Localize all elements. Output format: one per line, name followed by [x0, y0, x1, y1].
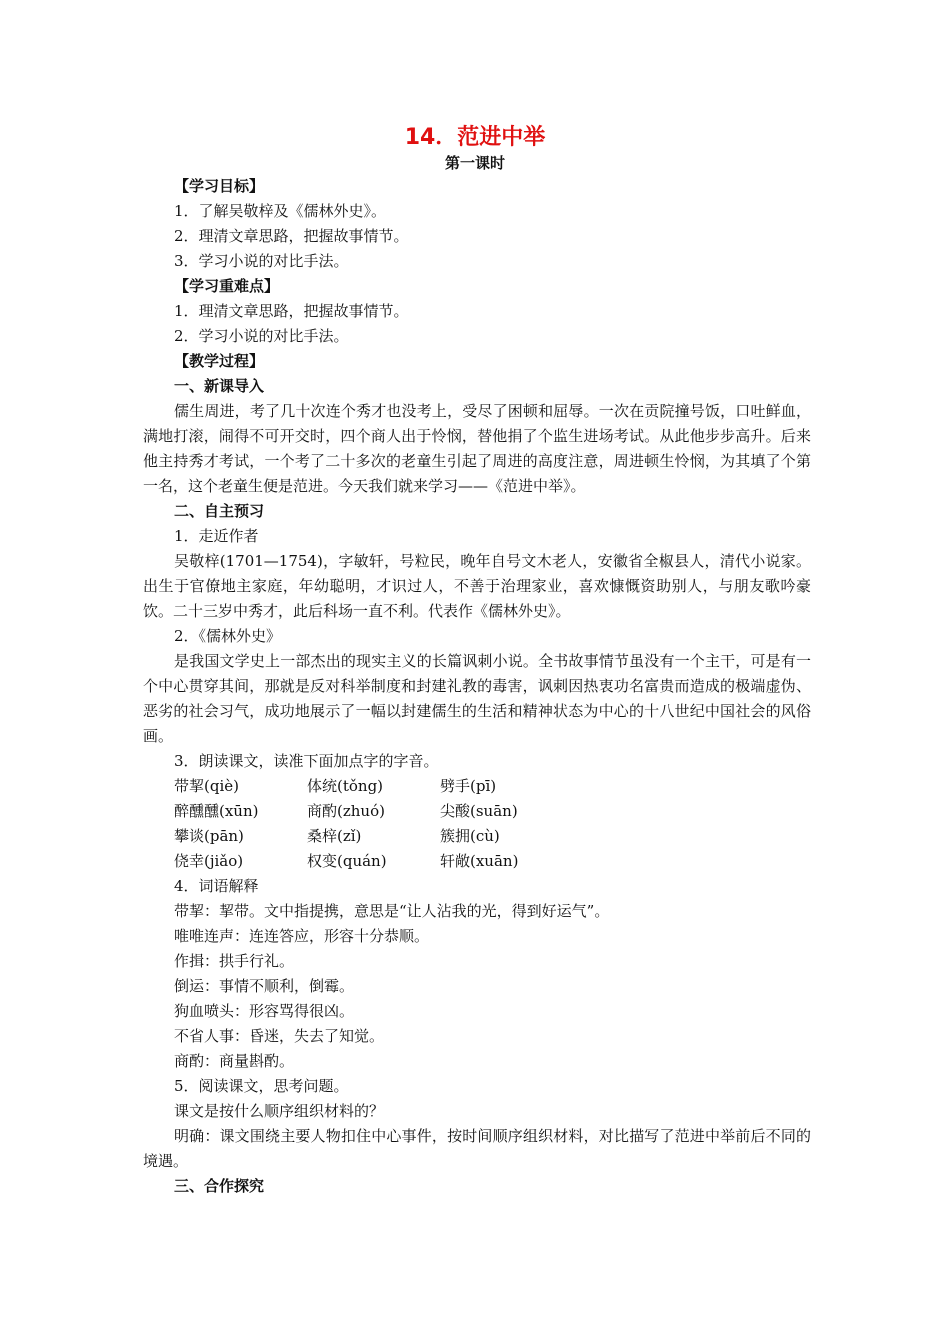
- part-heading-intro: 一、新课导入: [174, 377, 265, 395]
- key-item: 2．学习小说的对比手法。: [174, 327, 349, 345]
- pinyin-row: [143, 849, 811, 874]
- pinyin-item: 体统(tǒng): [307, 777, 384, 795]
- word-definition: 带挈：挈带。文中指提携，意思是“让人沾我的光，得到好运气”。: [174, 902, 610, 920]
- pinyin-item: 带挈(qiè): [174, 777, 239, 795]
- pinyin-item: 轩敞(xuān): [440, 852, 519, 870]
- subheading-words: 4．词语解释: [174, 877, 259, 895]
- section-heading-process: 【教学过程】: [174, 352, 265, 370]
- word-definition: 作揖：拱手行礼。: [174, 952, 295, 970]
- word-definition: 不省人事：昏迷，失去了知觉。: [174, 1027, 385, 1045]
- book-paragraph: 是我国文学史上一部杰出的现实主义的长篇讽刺小说。全书故事情节虽没有一个主干，可是有一个中心贯穿其间，那就是反对科举制度和封建礼教的毒害，讽刺因热衷功名富贵而造成的极端虚伪、恶劣的社会习气，成功地展示了一幅以封建儒生的生活和精神状态为中心的十八世纪中国社会的风俗画。: [143, 652, 811, 745]
- word-definition: 唯唯连声：连连答应，形容十分恭顺。: [174, 927, 430, 945]
- answer-text: 明确：课文围绕主要人物扣住中心事件，按时间顺序组织材料，对比描写了范进中举前后不同的境遇。: [143, 1127, 811, 1170]
- part-heading-preview: 二、自主预习: [174, 502, 265, 520]
- section-heading-goals: 【学习目标】: [174, 177, 265, 195]
- word-definition: 商酌：商量斟酌。: [174, 1052, 295, 1070]
- subheading-question: 5．阅读课文，思考问题。: [174, 1077, 349, 1095]
- pinyin-item: 商酌(zhuó): [307, 802, 385, 820]
- intro-paragraph: 儒生周进，考了几十次连个秀才也没考上，受尽了困顿和屈辱。一次在贡院撞号饭，口吐鲜血，满地打滚，闹得不可开交时，四个商人出于怜悯，替他捐了个监生进场考试。从此他步步高升。后来他主持秀才考试，一个考了二十多次的老童生引起了周进的高度注意，周进顿生怜悯，为其填了个第一名，这个老童生便是范进。今天我们就来学习——《范进中举》。: [143, 402, 811, 495]
- subheading-author: 1．走近作者: [174, 527, 259, 545]
- section-heading-key-points: 【学习重难点】: [174, 277, 280, 295]
- document-subtitle: 第一课时: [444, 154, 505, 172]
- word-definition: 狗血喷头：形容骂得很凶。: [174, 1002, 355, 1020]
- subheading-book: 2．《儒林外史》: [174, 627, 282, 645]
- part-heading-cooperation: 三、合作探究: [174, 1177, 265, 1195]
- subheading-reading: 3．朗读课文，读准下面加点字的字音。: [174, 752, 439, 770]
- pinyin-item: 侥幸(jiǎo): [174, 852, 244, 870]
- goal-item: 3．学习小说的对比手法。: [174, 252, 349, 270]
- pinyin-row: [143, 799, 811, 824]
- key-item: 1．理清文章思路，把握故事情节。: [174, 302, 409, 320]
- pinyin-item: 簇拥(cù): [440, 827, 500, 845]
- pinyin-item: 攀谈(pān): [174, 827, 244, 845]
- pinyin-item: 尖酸(suān): [440, 802, 518, 820]
- goal-item: 1．了解吴敬梓及《儒林外史》。: [174, 202, 387, 220]
- pinyin-row: [143, 774, 811, 799]
- pinyin-item: 醉醺醺(xūn): [174, 802, 259, 820]
- pinyin-item: 权变(quán): [307, 852, 387, 870]
- question-text: 课文是按什么顺序组织材料的？: [174, 1102, 385, 1120]
- author-paragraph: 吴敬梓(1701—1754)，字敏轩，号粒民，晚年自号文木老人，安徽省全椒县人，清代小说家。出生于官僚地主家庭，年幼聪明，才识过人，不善于治理家业，喜欢慷慨资助别人，与朋友歌吟豪饮。二十三岁中秀才，此后科场一直不利。代表作《儒林外史》。: [143, 552, 811, 620]
- pinyin-item: 桑梓(zǐ): [307, 827, 362, 845]
- document-title: 14．范进中举: [404, 125, 546, 150]
- pinyin-row: [143, 824, 811, 849]
- goal-item: 2．理清文章思路，把握故事情节。: [174, 227, 409, 245]
- word-definition: 倒运：事情不顺利，倒霉。: [174, 977, 355, 995]
- document-body: [143, 174, 811, 1199]
- pinyin-item: 劈手(pī): [440, 777, 497, 795]
